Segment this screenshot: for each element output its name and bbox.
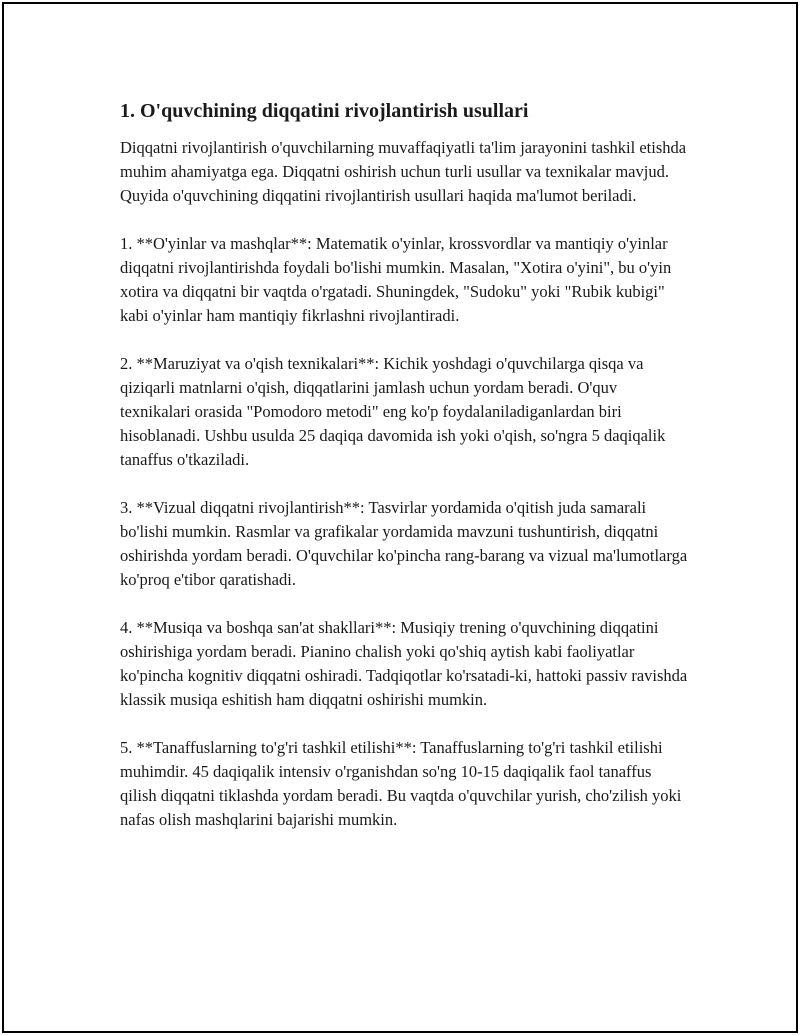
paragraph-music-arts: 4. **Musiqa va boshqa san'at shakllari**: Musiqiy trening o'quvchining diqqatini oshirishiga yordam beradi. Pianino chalish yoki qo'shiq aytish kabi faoliyatlar ko'pincha kognitiv diqqatni oshiradi. Tadqiqotlar ko'rsatadi-ki, hattoki passiv ravishda klassik musiqa eshitish ham diqqatni oshirishi mumkin. — [120, 618, 688, 709]
page-title: 1. O'quvchining diqqatini rivojlantirish usullari — [120, 100, 529, 122]
paragraph-games-exercises: 1. **O'yinlar va mashqlar**: Matematik o'yinlar, krossvordlar va mantiqiy o'yinlar diqqatni rivojlantirishda foydali bo'lishi mumkin. Masalan, "Xotira o'yini", bu o'yin xotira va diqqatni bir vaqtda o'rgatadi. Shuningdek, "Sudoku" yoki "Rubik kubigi" kabi o'yinlar ham mantiqiy fikrlashni rivojlantiradi. — [120, 234, 672, 325]
document-body — [120, 100, 690, 856]
paragraph-visual-attention: 3. **Vizual diqqatni rivojlantirish**: Tasvirlar yordamida o'qitish juda samarali bo'lishi mumkin. Rasmlar va grafikalar yordamida mavzuni tushuntirish, diqqatni oshirishda yordam beradi. O'quvchilar ko'pincha rang-barang va vizual ma'lumotlarga ko'proq e'tibor qaratishadi. — [120, 498, 688, 589]
page-frame — [2, 2, 798, 1033]
paragraph-breaks: 5. **Tanaffuslarning to'g'ri tashkil etilishi**: Tanaffuslarning to'g'ri tashkil etilishi muhimdir. 45 daqiqalik intensiv o'rganishdan so'ng 10-15 daqiqalik faol tanaffus qilish diqqatni tiklashda yordam beradi. Bu vaqtda o'quvchilar yurish, cho'zilish yoki nafas olish mashqlarini bajarishi mumkin. — [120, 738, 682, 829]
paragraph-intro: Diqqatni rivojlantirish o'quvchilarning muvaffaqiyatli ta'lim jarayonini tashkil etishda muhim ahamiyatga ega. Diqqatni oshirish uchun turli usullar va texnikalar mavjud. Quyida o'quvchining diqqatini rivojlantirish usullari haqida ma'lumot beriladi. — [120, 138, 687, 205]
paragraph-reading-techniques: 2. **Maruziyat va o'qish texnikalari**: Kichik yoshdagi o'quvchilarga qisqa va qiziqarli matnlarni o'qish, diqqatlarini jamlash uchun yordam beradi. O'quv texnikalari orasida "Pomodoro metodi" eng ko'p foydalaniladiganlardan biri hisoblanadi. Ushbu usulda 25 daqiqa davomida ish yoki o'qish, so'ngra 5 daqiqalik tanaffus o'tkaziladi. — [120, 354, 666, 469]
